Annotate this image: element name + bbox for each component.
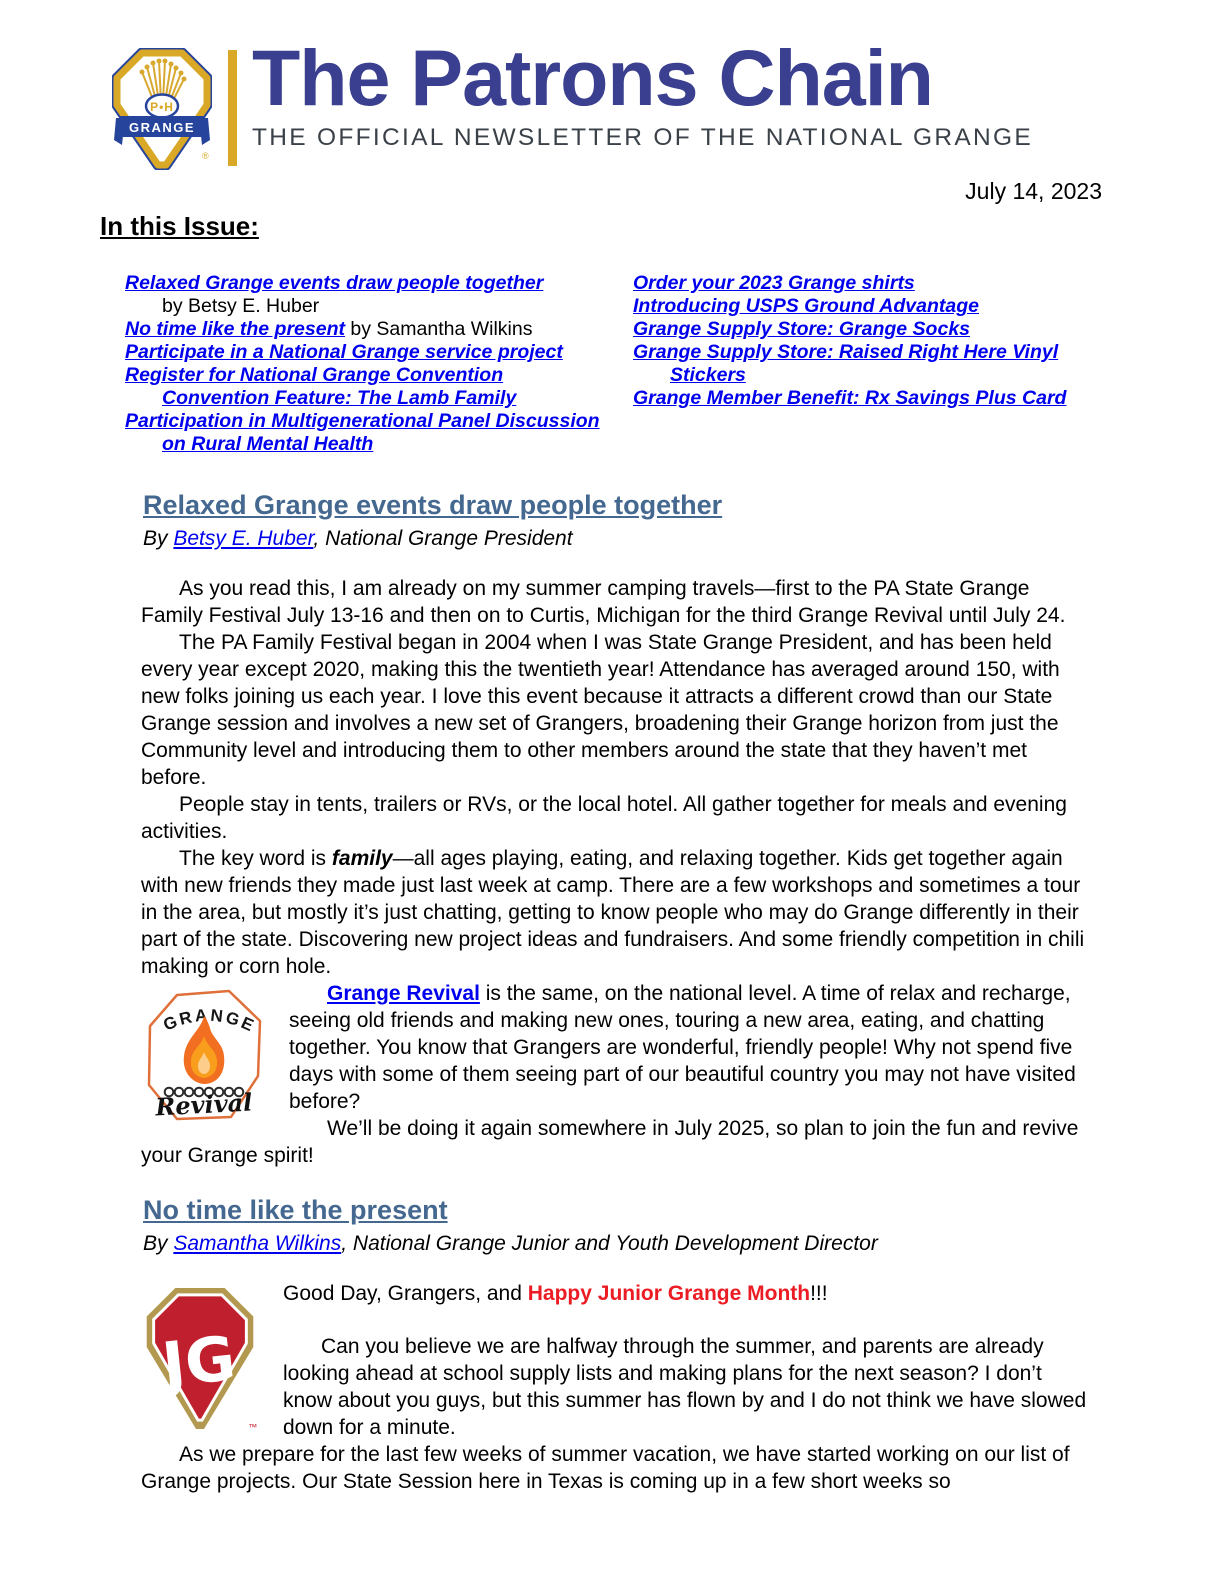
table-of-contents [125,272,1224,456]
toc-item [125,433,633,456]
toc-item [125,272,633,295]
paragraph: People stay in tents, trailers or RVs, or the local hotel. All gather together for meals and evening activities. [141,793,1067,843]
toc-item [633,318,1224,341]
author-link[interactable]: Samantha Wilkins [173,1232,342,1255]
text-segment: is the same, on the national level. A time of relax and recharge, seeing old friends and making new ones, touring a new area, eating, and chatting together. You know that Grangers are wonderful, friendly people! Why not spend five days with some of them seeing part of our beautiful country you may not have visited before? [289,982,1076,1113]
paragraph [141,845,1092,980]
trademark-mark: ™ [248,1422,258,1432]
byline-suffix: , National Grange President [313,527,573,550]
toc-item [125,295,633,318]
newsletter-title: The Patrons Chain [252,33,933,122]
toc-item [125,341,633,364]
paragraph: Can you believe we are halfway through the summer, and parents are already looking ahead at school supply lists and making plans for the next season? I don’t know about you guys, but this summer has flown by and I do not think we have slowed down for a minute. [283,1335,1087,1439]
text-segment: —all ages playing, eating, and relaxing together. Kids get together again with new friends they made just last week at camp. There are a few workshops and sometimes a tour in the area, but mostly it’s just chatting, getting to know people who may do Grange differently in their part of the state. Discovering new project ideas and fundraisers. And some friendly competition in chili making or corn hole. [141,847,1085,978]
text-segment: !!! [810,1282,828,1305]
toc-link[interactable]: No time like the present [125,318,345,340]
masthead-text [252,33,1033,152]
emphasized-word: family [331,847,393,870]
toc-item [125,410,633,433]
toc-link[interactable]: on Rural Mental Health [162,433,374,455]
toc-item [633,364,1224,387]
toc-link[interactable]: Stickers [670,364,746,386]
article-relaxed-grange-events [141,490,1092,1169]
registered-mark: ® [202,151,209,161]
toc-item [125,364,633,387]
toc-item [633,295,1224,318]
toc-item [633,272,1224,295]
toc-item [125,387,633,410]
toc-link[interactable]: Introducing USPS Ground Advantage [633,295,979,317]
toc-heading: In this Issue: [100,211,259,241]
grange-banner-text: GRANGE [128,120,196,135]
toc-plain-text: by Betsy E. Huber [162,295,320,317]
grange-revival-link[interactable]: Grange Revival [327,982,480,1005]
article-title: No time like the present [143,1195,448,1225]
author-link[interactable]: Betsy E. Huber [173,527,314,550]
paragraph: As we prepare for the last few weeks of summer vacation, we have started working on our list of Grange projects. Our State Session here in Texas is coming up in a few short weeks so [141,1443,1070,1493]
text-segment: The key word is [179,847,332,870]
revival-logo-script-text: Revival [154,1087,253,1122]
toc-item [633,387,1224,410]
newsletter-tagline: THE OFFICIAL NEWSLETTER OF THE NATIONAL GRANGE [252,123,1033,151]
byline [143,527,1092,551]
article-title: Relaxed Grange events draw people together [143,490,723,520]
article-no-time-like-present [141,1195,1092,1495]
toc-link[interactable]: Grange Member Benefit: Rx Savings Plus Card [633,387,1067,409]
toc-link[interactable]: Participate in a National Grange service project [125,341,563,363]
masthead-divider [228,50,237,166]
toc-item [633,341,1224,364]
byline-prefix: By [143,527,174,550]
junior-grange-month-highlight: Happy Junior Grange Month [527,1282,811,1305]
toc-link[interactable]: Participation in Multigenerational Panel Discussion [125,410,600,432]
paragraph: As you read this, I am already on my summer camping travels—first to the PA State Grange Family Festival July 13-16 and then on to Curtis, Michigan for the third Grange Revival until July 24. [141,577,1066,627]
paragraph: The PA Family Festival began in 2004 when I was State Grange President, and has been held every year except 2020, making this the twentieth year! Attendance has averaged around 150, with new folks joining us each year. I love this event because it attracts a different crowd than our State Grange session and involves a new set of Grangers, broadening their Grange horizon from just the Community level and introducing them to other members around the state that they haven’t met before. [141,631,1060,789]
toc-right-column [633,272,1224,456]
toc-link[interactable]: Register for National Grange Convention [125,364,504,386]
paragraph: We’ll be doing it again somewhere in July 2025, so plan to join the fun and revive your Grange spirit! [141,1117,1079,1167]
toc-link[interactable]: Relaxed Grange events draw people together [125,272,544,294]
masthead [0,0,1224,170]
byline-prefix: By [143,1232,174,1255]
jg-monogram: JG [158,1323,239,1402]
grange-revival-logo-icon [141,986,267,1124]
text-segment: Good Day, Grangers, and [283,1282,528,1305]
paragraph [141,980,1092,1115]
toc-item [125,318,633,341]
junior-grange-logo-icon [141,1284,259,1432]
revival-logo-top-text: GRANGE [160,1005,259,1037]
byline [143,1232,1092,1256]
toc-link[interactable]: Convention Feature: The Lamb Family [162,387,517,409]
toc-left-column [125,272,633,456]
issue-date: July 14, 2023 [965,178,1102,204]
toc-link[interactable]: Grange Supply Store: Raised Right Here Vinyl [633,341,1059,363]
national-grange-emblem-icon [112,48,212,170]
paragraph [141,1280,1092,1307]
toc-link[interactable]: Order your 2023 Grange shirts [633,272,915,294]
toc-plain-text: by Samantha Wilkins [344,318,533,340]
ph-monogram: P•H [150,100,174,114]
byline-suffix: , National Grange Junior and Youth Development Director [341,1232,878,1255]
toc-link[interactable]: Grange Supply Store: Grange Socks [633,318,971,340]
